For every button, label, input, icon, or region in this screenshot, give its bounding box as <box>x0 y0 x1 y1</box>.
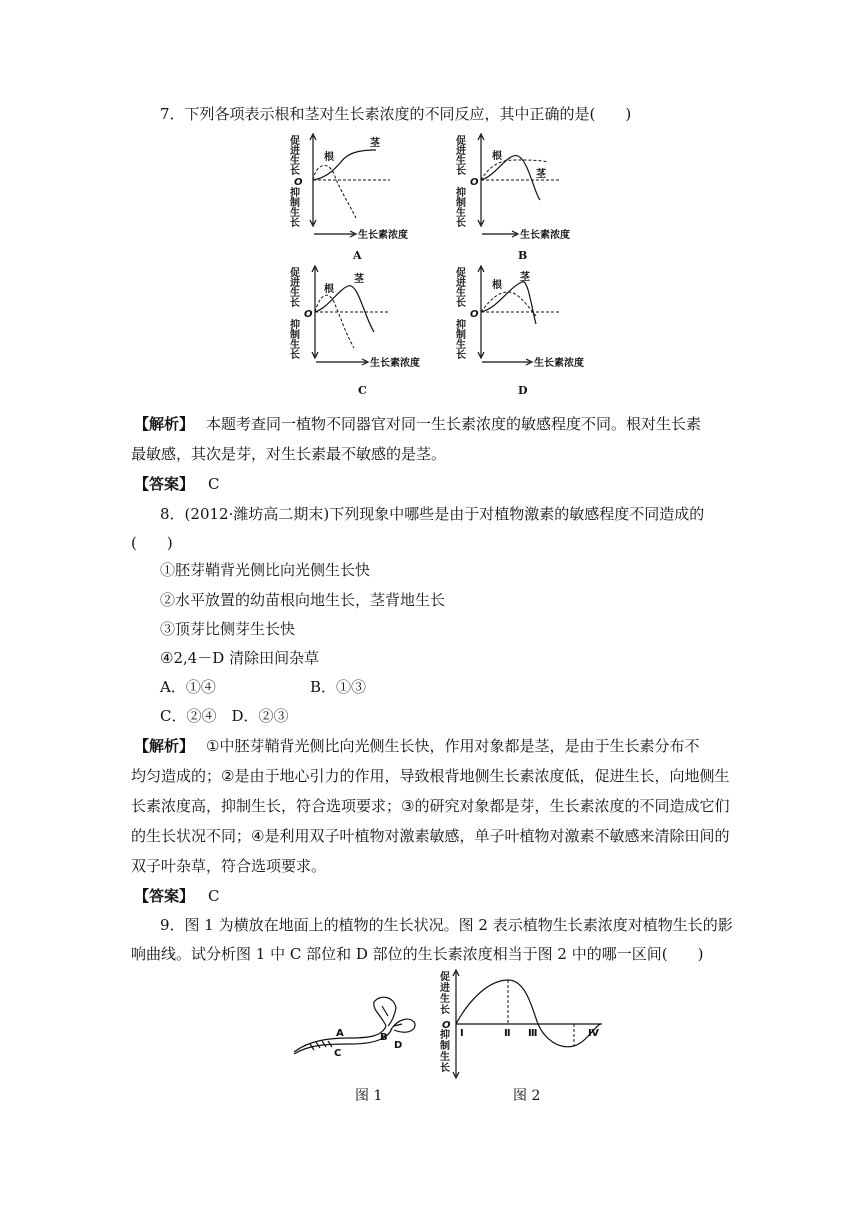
q8-answer <box>134 886 220 906</box>
svg-text:制: 制 <box>456 330 466 341</box>
svg-text:进: 进 <box>290 278 300 289</box>
svg-text:制: 制 <box>440 1041 450 1052</box>
fig1-label-d: D <box>394 1040 403 1051</box>
svg-text:促: 促 <box>290 268 300 279</box>
svg-text:长: 长 <box>290 166 300 177</box>
q9-stem-2: 响曲线。试分析图 1 中 C 部位和 D 部位的生长素浓度相当于图 2 中的哪一区间( ) <box>131 945 704 963</box>
q8-stem-1: 8．(2012·潍坊高二期末)下列现象中哪些是由于对植物激素的敏感程度不同造成的 <box>160 505 705 523</box>
svg-text:生长素浓度: 生长素浓度 <box>358 230 408 241</box>
q8-item-4: ④2,4－D 清除田间杂草 <box>160 649 320 667</box>
svg-text:茎: 茎 <box>370 138 380 149</box>
svg-text:茎: 茎 <box>354 274 364 285</box>
fig1-label-a: A <box>336 1028 344 1039</box>
q8-stem-2: ( ) <box>131 534 173 552</box>
q7-analysis-2: 最敏感，其次是芽，对生长素最不敏感的是茎。 <box>131 445 447 463</box>
q7-graph-a <box>286 132 416 262</box>
svg-text:生: 生 <box>440 1052 450 1063</box>
svg-text:抑: 抑 <box>290 320 300 331</box>
svg-text:抑: 抑 <box>456 320 466 331</box>
q9-figure-1 <box>290 990 430 1070</box>
fig2-mark-3: Ⅲ <box>528 1028 538 1039</box>
q9-fig1-caption: 图 1 <box>355 1088 383 1104</box>
svg-text:茎: 茎 <box>536 169 546 180</box>
svg-text:生长素浓度: 生长素浓度 <box>370 358 420 369</box>
svg-text:生: 生 <box>456 288 466 299</box>
svg-text:根: 根 <box>492 280 502 291</box>
svg-text:D: D <box>518 384 528 397</box>
svg-text:生长素浓度: 生长素浓度 <box>520 230 570 241</box>
q7-graph-b <box>456 132 596 262</box>
q7-answer-label: 【答案】 <box>134 475 195 493</box>
svg-text:促: 促 <box>456 136 466 147</box>
svg-text:制: 制 <box>290 330 300 341</box>
q9-figure-2 <box>440 968 620 1078</box>
q8-analysis-text-1: ①中胚芽鞘背光侧比向光侧生长快，作用对象都是茎，是由于生长素分布不 <box>206 737 700 755</box>
svg-text:长: 长 <box>456 218 466 229</box>
svg-text:O: O <box>294 177 303 188</box>
q7-analysis-label: 【解析】 <box>134 415 195 433</box>
svg-text:长: 长 <box>290 218 300 229</box>
svg-text:长: 长 <box>456 350 466 361</box>
svg-text:O: O <box>304 309 313 320</box>
svg-text:O: O <box>470 309 479 320</box>
svg-text:长: 长 <box>290 298 300 309</box>
svg-text:生: 生 <box>290 340 300 351</box>
q8-option-a: A．①④ <box>160 678 216 696</box>
svg-text:根: 根 <box>492 151 502 162</box>
svg-text:进: 进 <box>440 983 450 994</box>
svg-text:生: 生 <box>456 208 466 219</box>
fig2-mark-1: Ⅰ <box>460 1028 464 1039</box>
svg-text:长: 长 <box>456 298 466 309</box>
svg-text:制: 制 <box>456 198 466 209</box>
svg-text:B: B <box>518 249 528 262</box>
q7-stem: 7．下列各项表示根和茎对生长素浓度的不同反应，其中正确的是( ) <box>160 105 632 123</box>
q8-analysis-5: 双子叶杂草，符合选项要求。 <box>131 857 327 875</box>
q8-item-2: ②水平放置的幼苗根向地生长，茎背地生长 <box>160 591 446 609</box>
svg-text:促: 促 <box>440 972 450 983</box>
q7-graph-d <box>456 264 596 397</box>
q8-item-1: ①胚芽鞘背光侧比向光侧生长快 <box>160 561 371 579</box>
q7-analysis-text-1: 本题考查同一植物不同器官对同一生长素浓度的敏感程度不同。根对生长素 <box>206 415 702 433</box>
svg-text:根: 根 <box>324 152 334 163</box>
svg-text:长: 长 <box>440 1063 450 1074</box>
q7-graph-c <box>286 264 420 397</box>
svg-text:生: 生 <box>456 340 466 351</box>
svg-text:进: 进 <box>456 278 466 289</box>
svg-text:根: 根 <box>324 284 334 295</box>
q8-analysis-label: 【解析】 <box>134 737 195 755</box>
q8-analysis-2: 均匀造成的；②是由于地心引力的作用，导致根背地侧生长素浓度低，促进生长，向地侧生 <box>131 767 730 785</box>
svg-text:A: A <box>353 249 362 262</box>
svg-text:长: 长 <box>440 1005 450 1016</box>
q7-analysis-1 <box>134 414 701 434</box>
q8-answer-label: 【答案】 <box>134 887 195 905</box>
fig1-label-c: C <box>334 1048 342 1059</box>
svg-text:O: O <box>470 177 479 188</box>
svg-text:进: 进 <box>456 146 466 157</box>
svg-text:制: 制 <box>290 198 300 209</box>
fig2-mark-4: Ⅳ <box>588 1028 599 1039</box>
svg-text:生: 生 <box>290 208 300 219</box>
svg-text:促: 促 <box>456 268 466 279</box>
q8-answer-value: C <box>208 887 220 905</box>
q8-analysis-3: 长素浓度高，抑制生长，符合选项要求；③的研究对象都是芽，生长素浓度的不同造成它们 <box>131 797 730 815</box>
svg-text:抑: 抑 <box>456 188 466 199</box>
svg-text:茎: 茎 <box>520 272 530 283</box>
svg-text:生: 生 <box>290 156 300 167</box>
svg-text:O: O <box>442 1020 451 1031</box>
svg-text:促: 促 <box>290 136 300 147</box>
svg-text:抑: 抑 <box>290 188 300 199</box>
svg-text:长: 长 <box>290 350 300 361</box>
svg-text:长: 长 <box>456 166 466 177</box>
fig1-label-b: B <box>380 1032 388 1043</box>
svg-text:生: 生 <box>290 288 300 299</box>
q8-item-3: ③顶芽比侧芽生长快 <box>160 620 296 638</box>
q7-answer <box>134 474 220 494</box>
q8-analysis-1 <box>134 736 699 756</box>
svg-text:生: 生 <box>440 994 450 1005</box>
q9-fig2-caption: 图 2 <box>513 1088 541 1104</box>
svg-text:C: C <box>358 384 367 397</box>
svg-text:生长素浓度: 生长素浓度 <box>534 358 584 369</box>
q7-answer-value: C <box>208 475 220 493</box>
q8-option-cd: C．②④ D．②③ <box>160 707 289 725</box>
q8-analysis-4: 的生长状况不同；④是利用双子叶植物对激素敏感，单子叶植物对激素不敏感来清除田间的 <box>131 827 730 845</box>
svg-text:生: 生 <box>456 156 466 167</box>
fig2-mark-2: Ⅱ <box>504 1028 511 1039</box>
q8-option-b: B．①③ <box>310 678 367 696</box>
q9-stem-1: 9．图 1 为横放在地面上的植物的生长状况。图 2 表示植物生长素浓度对植物生长的影 <box>160 916 733 934</box>
svg-text:进: 进 <box>290 146 300 157</box>
svg-text:抑: 抑 <box>440 1030 450 1041</box>
